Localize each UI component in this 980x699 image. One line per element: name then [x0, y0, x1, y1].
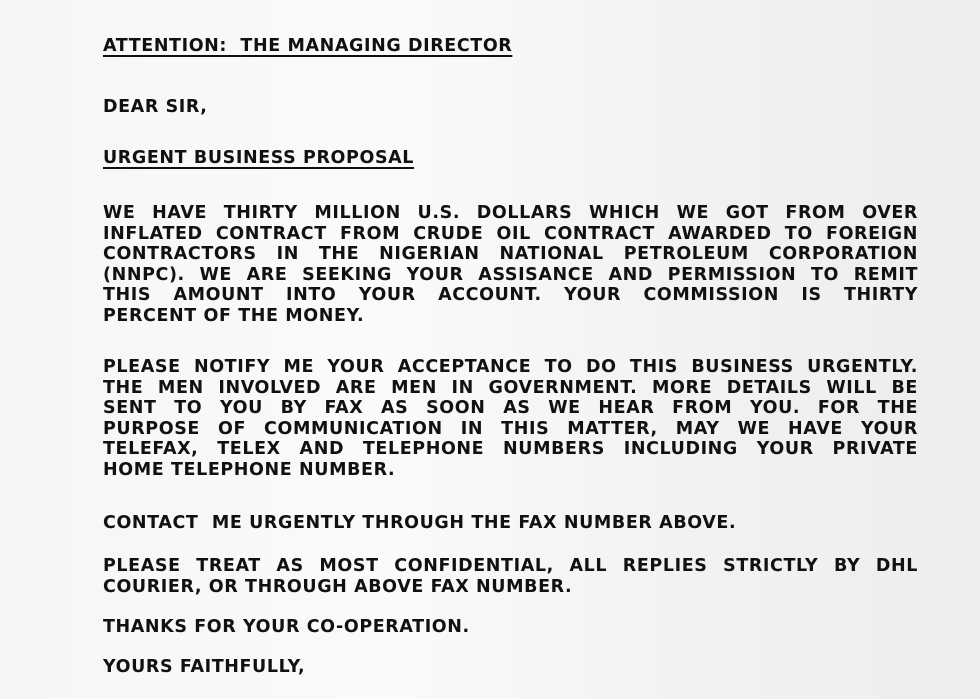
subject-heading: [103, 148, 918, 169]
paragraph-1: [103, 203, 918, 326]
paragraph-2: [103, 357, 918, 480]
contact-line: CONTACT ME URGENTLY THROUGH THE FAX NUMBER ABOVE.: [103, 513, 737, 533]
paragraph-1-line: PERCENT OF THE MONEY.: [103, 305, 365, 326]
thanks-line: THANKS FOR YOUR CO-OPERATION.: [103, 617, 470, 637]
attention-label: ATTENTION:: [103, 36, 228, 56]
paragraph-2-line: TELEFAX, TELEX AND TELEPHONE NUMBERS INCLUDING YOUR PRIVATE: [103, 439, 918, 459]
paragraph-3: [103, 556, 918, 597]
paragraph-2-line: PURPOSE OF COMMUNICATION IN THIS MATTER, MAY WE HAVE YOUR: [103, 418, 918, 439]
subject-text: URGENT BUSINESS PROPOSAL: [103, 148, 415, 168]
attention-line: [103, 36, 918, 57]
attention-spacer: [227, 36, 240, 56]
paragraph-1-line: WE HAVE THIRTY MILLION U.S. DOLLARS WHICH WE GOT FROM OVER: [103, 203, 918, 223]
paragraph-1-line: CONTRACTORS IN THE NIGERIAN NATIONAL PETROLEUM CORPORATION: [103, 244, 918, 264]
paragraph-2-line: SENT TO YOU BY FAX AS SOON AS WE HEAR FROM YOU. FOR THE: [103, 398, 918, 418]
paragraph-1-line: THIS AMOUNT INTO YOUR ACCOUNT. YOUR COMMISSION IS THIRTY: [103, 285, 918, 305]
paragraph-3-line: PLEASE TREAT AS MOST CONFIDENTIAL, ALL REPLIES STRICTLY BY DHL: [103, 556, 918, 576]
paragraph-3-line: COURIER, OR THROUGH ABOVE FAX NUMBER.: [103, 576, 573, 597]
paragraph-2-line: PLEASE NOTIFY ME YOUR ACCEPTANCE TO DO THIS BUSINESS URGENTLY.: [103, 357, 918, 377]
attention-recipient: THE MANAGING DIRECTOR: [240, 36, 513, 56]
closing-line: YOURS FAITHFULLY,: [103, 657, 306, 677]
paragraph-2-line: THE MEN INVOLVED ARE MEN IN GOVERNMENT. MORE DETAILS WILL BE: [103, 377, 918, 398]
paragraph-1-line: (NNPC). WE ARE SEEKING YOUR ASSISANCE AND PERMISSION TO REMIT: [103, 264, 918, 285]
paragraph-2-line: HOME TELEPHONE NUMBER.: [103, 459, 396, 480]
salutation: DEAR SIR,: [103, 97, 208, 117]
paragraph-1-line: INFLATED CONTRACT FROM CRUDE OIL CONTRACT AWARDED TO FOREIGN: [103, 223, 918, 244]
